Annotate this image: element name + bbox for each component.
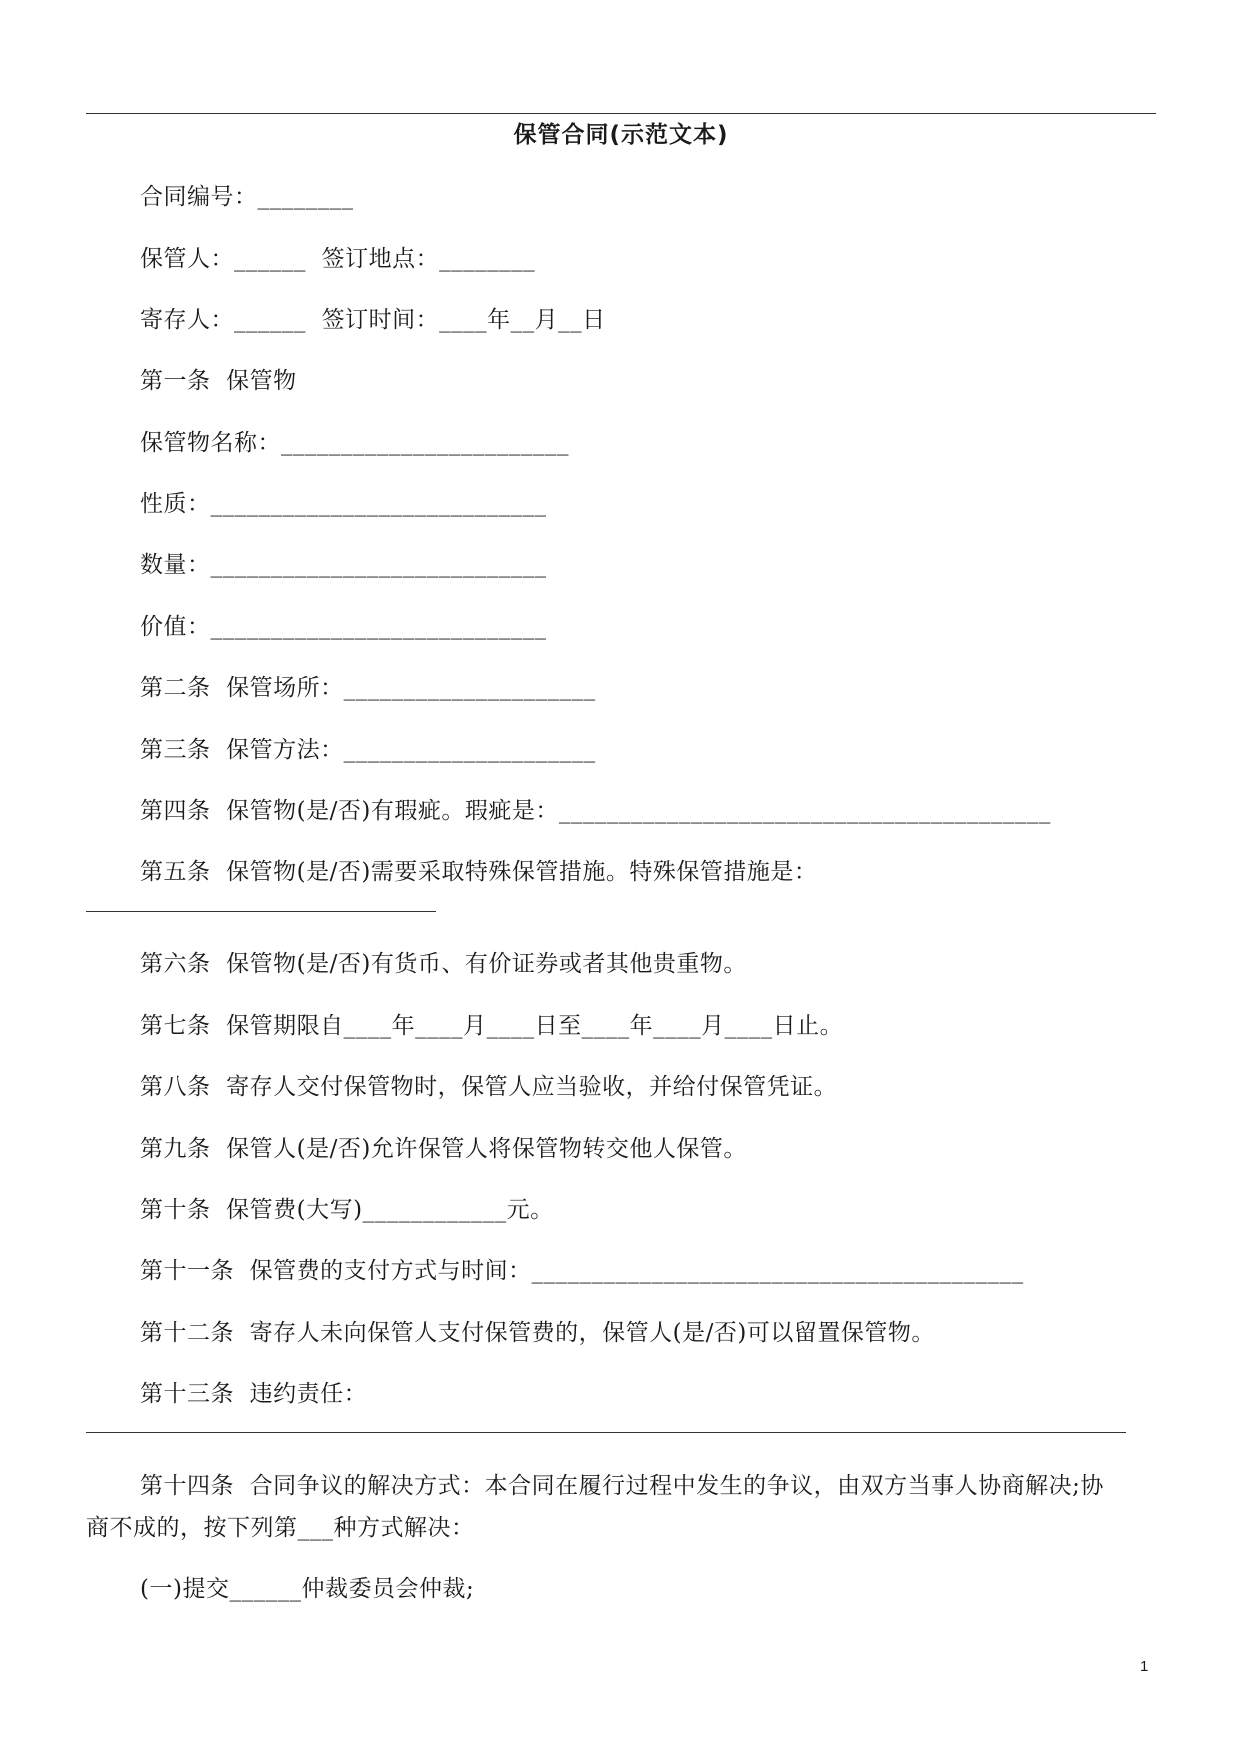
article-8-line: 第八条 寄存人交付保管物时，保管人应当验收，并给付保管凭证。 [140,1074,838,1100]
article-14-continued: 商不成的，按下列第___种方式解决： [86,1515,475,1541]
article-12-line: 第十二条 寄存人未向保管人支付保管费的，保管人(是/否)可以留置保管物。 [140,1320,935,1346]
article-6-line: 第六条 保管物(是/否)有货币、有价证券或者其他贵重物。 [140,951,747,977]
depositor-line: 寄存人：______ 签订时间：____年__月__日 [140,307,606,333]
contract-number-line: 合同编号：________ [140,184,354,210]
option-1-line: (一)提交______仲裁委员会仲裁; [140,1576,475,1602]
value-line: 价值：____________________________ [140,614,547,640]
nature-line: 性质：____________________________ [140,491,547,517]
page-title: 保管合同(示范文本) [513,122,729,148]
item-name-line: 保管物名称：________________________ [140,430,569,456]
article-5-line: 第五条 保管物(是/否)需要采取特殊保管措施。特殊保管措施是： [140,859,818,885]
article-7-line: 第七条 保管期限自____年____月____日至____年____月____日止。 [140,1013,844,1039]
article-2-line: 第二条 保管场所：_____________________ [140,675,596,701]
article-4-line: 第四条 保管物(是/否)有瑕疵。瑕疵是：_________________________________________ [140,798,1051,824]
article-11-line: 第十一条 保管费的支付方式与时间：_________________________________________ [140,1258,1024,1284]
article-13-line: 第十三条 违约责任： [140,1381,368,1407]
article-13-underline [86,1432,1126,1433]
quantity-line: 数量：____________________________ [140,552,547,578]
article-1-heading: 第一条 保管物 [140,368,297,394]
article-3-line: 第三条 保管方法：_____________________ [140,737,596,763]
article-5-underline [86,911,436,912]
article-10-line: 第十条 保管费(大写)____________元。 [140,1197,554,1223]
header-rule [86,113,1156,114]
custodian-line: 保管人：______ 签订地点：________ [140,246,536,272]
article-9-line: 第九条 保管人(是/否)允许保管人将保管物转交他人保管。 [140,1136,747,1162]
page-number: 1 [1140,1658,1149,1675]
article-14-line: 第十四条 合同争议的解决方式：本合同在履行过程中发生的争议，由双方当事人协商解决;协 [140,1473,1104,1499]
